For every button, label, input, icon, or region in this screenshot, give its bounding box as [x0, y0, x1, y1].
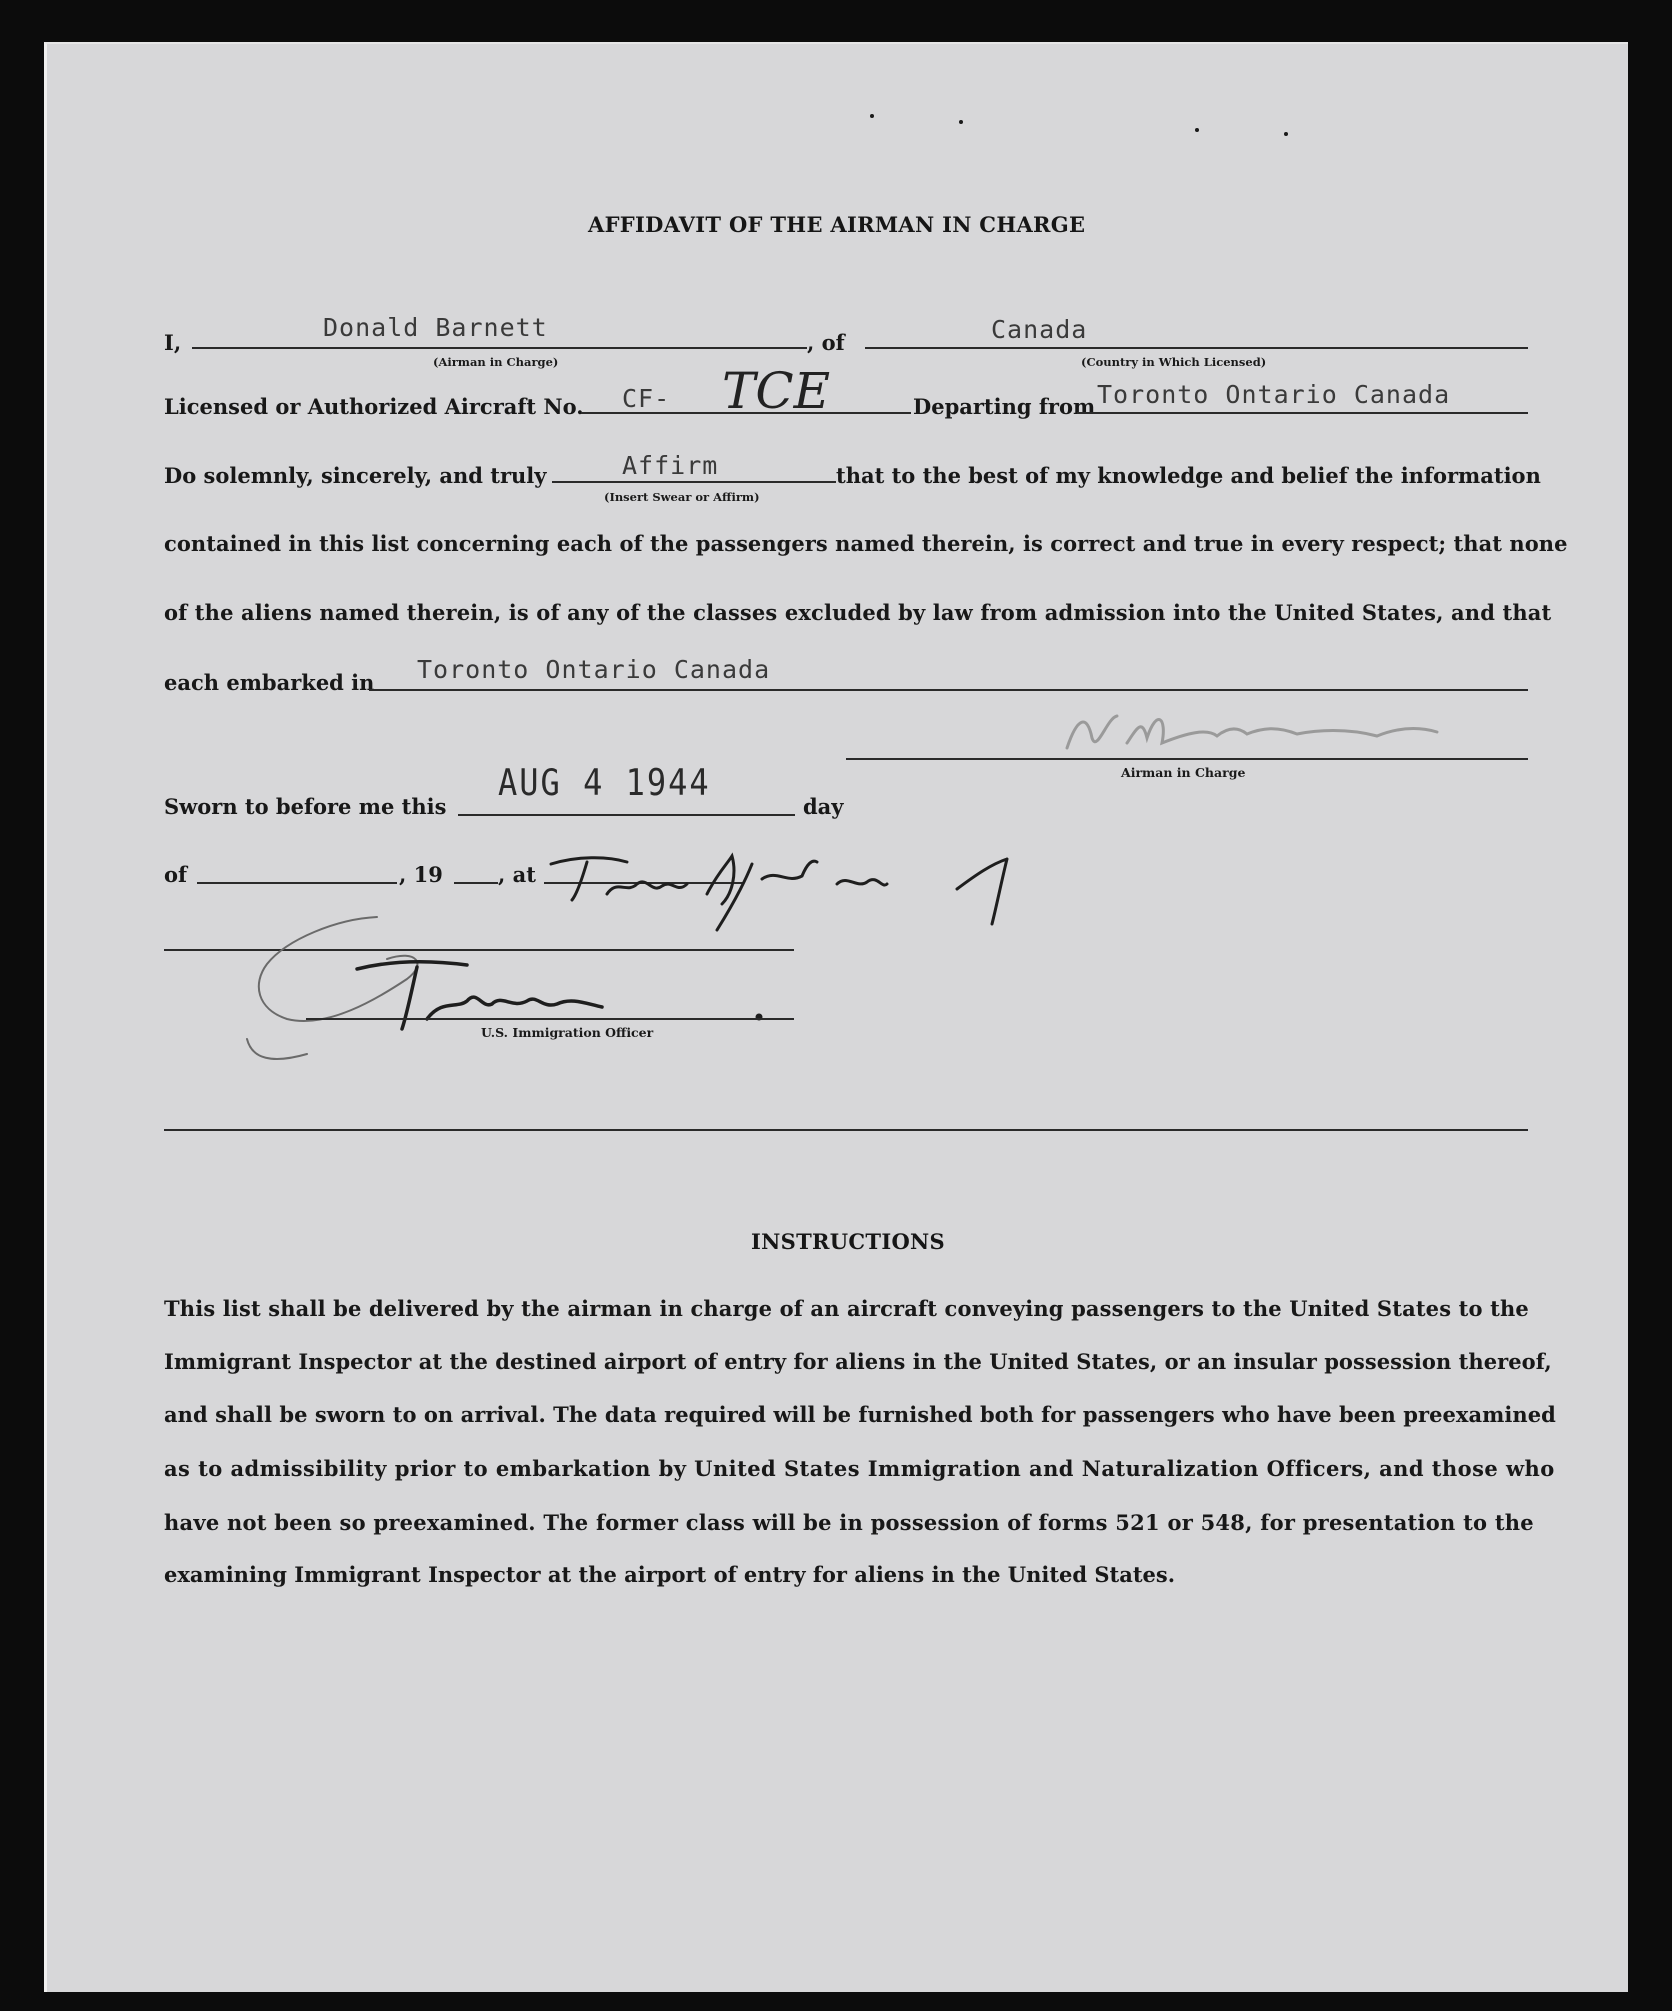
aircraft-handwritten: TCE	[722, 362, 831, 420]
affirm-value: Affirm	[622, 451, 719, 480]
of-label: , of	[807, 330, 845, 355]
that-text: that to the best of my knowledge and belief the information	[836, 463, 1541, 488]
country-line	[865, 347, 1528, 349]
speck	[1284, 132, 1288, 136]
instruction-line-2: Immigrant Inspector at the destined airport of entry for aliens in the United States, or an insular possession thereof,	[164, 1349, 1552, 1374]
year-label: , 19	[399, 862, 443, 887]
embarked-label: each embarked in	[164, 670, 375, 695]
affirm-caption: (Insert Swear or Affirm)	[604, 490, 760, 504]
embarked-value: Toronto Ontario Canada	[417, 655, 771, 684]
speck	[870, 114, 874, 118]
officer-signature	[227, 909, 787, 1069]
section-divider	[164, 1129, 1528, 1131]
instructions-heading: INSTRUCTIONS	[751, 1229, 945, 1254]
year-line	[454, 882, 498, 884]
speck	[1195, 128, 1199, 132]
document-page	[44, 42, 1628, 1992]
officer-caption: U.S. Immigration Officer	[481, 1025, 654, 1040]
embarked-line	[369, 689, 1528, 691]
affirm-line	[552, 481, 836, 483]
at-label: , at	[498, 862, 536, 887]
sworn-date-stamp: AUG 4 1944	[498, 760, 711, 804]
solemnly-label: Do solemnly, sincerely, and truly	[164, 463, 547, 488]
airman-name-value: Donald Barnett	[323, 313, 548, 342]
country-caption: (Country in Which Licensed)	[1081, 355, 1267, 369]
airman-name-line	[192, 347, 807, 349]
aircraft-label: Licensed or Authorized Aircraft No.	[164, 394, 584, 419]
instruction-line-3: and shall be sworn to on arrival. The data required will be furnished both for passengers who have been preexamined	[164, 1402, 1556, 1427]
speck	[959, 120, 963, 124]
sworn-label: Sworn to before me this	[164, 794, 447, 819]
sworn-date-line	[458, 814, 795, 816]
aircraft-prefix: CF-	[622, 384, 671, 413]
instruction-line-4: as to admissibility prior to embarkation by United States Immigration and Naturalization Officers, and those who	[164, 1456, 1555, 1481]
month-line	[197, 882, 397, 884]
officer-signature-line	[306, 1018, 794, 1020]
airman-signature-caption: Airman in Charge	[1121, 765, 1246, 780]
country-value: Canada	[991, 315, 1088, 344]
departing-line	[1077, 412, 1528, 414]
airman-name-caption: (Airman in Charge)	[433, 355, 559, 369]
instruction-line-6: examining Immigrant Inspector at the airport of entry for aliens in the United States.	[164, 1562, 1176, 1587]
form-title: AFFIDAVIT OF THE AIRMAN IN CHARGE	[588, 212, 1086, 237]
instruction-line-5: have not been so preexamined. The former class will be in possession of forms 521 or 548, for presentation to the	[164, 1510, 1534, 1535]
departing-value: Toronto Ontario Canada	[1097, 380, 1451, 409]
body-line-2: of the aliens named therein, is of any of the classes excluded by law from admission into the United States, and that	[164, 600, 1552, 625]
day-label: day	[803, 794, 844, 819]
body-line-1: contained in this list concerning each of the passengers named therein, is correct and true in every respect; that none	[164, 531, 1568, 556]
instruction-line-1: This list shall be delivered by the airman in charge of an aircraft conveying passengers to the United States to the	[164, 1296, 1529, 1321]
airman-signature	[1047, 698, 1467, 768]
departing-label: Departing from	[913, 394, 1096, 419]
i-label: I,	[164, 330, 182, 355]
of2-label: of	[164, 862, 188, 887]
